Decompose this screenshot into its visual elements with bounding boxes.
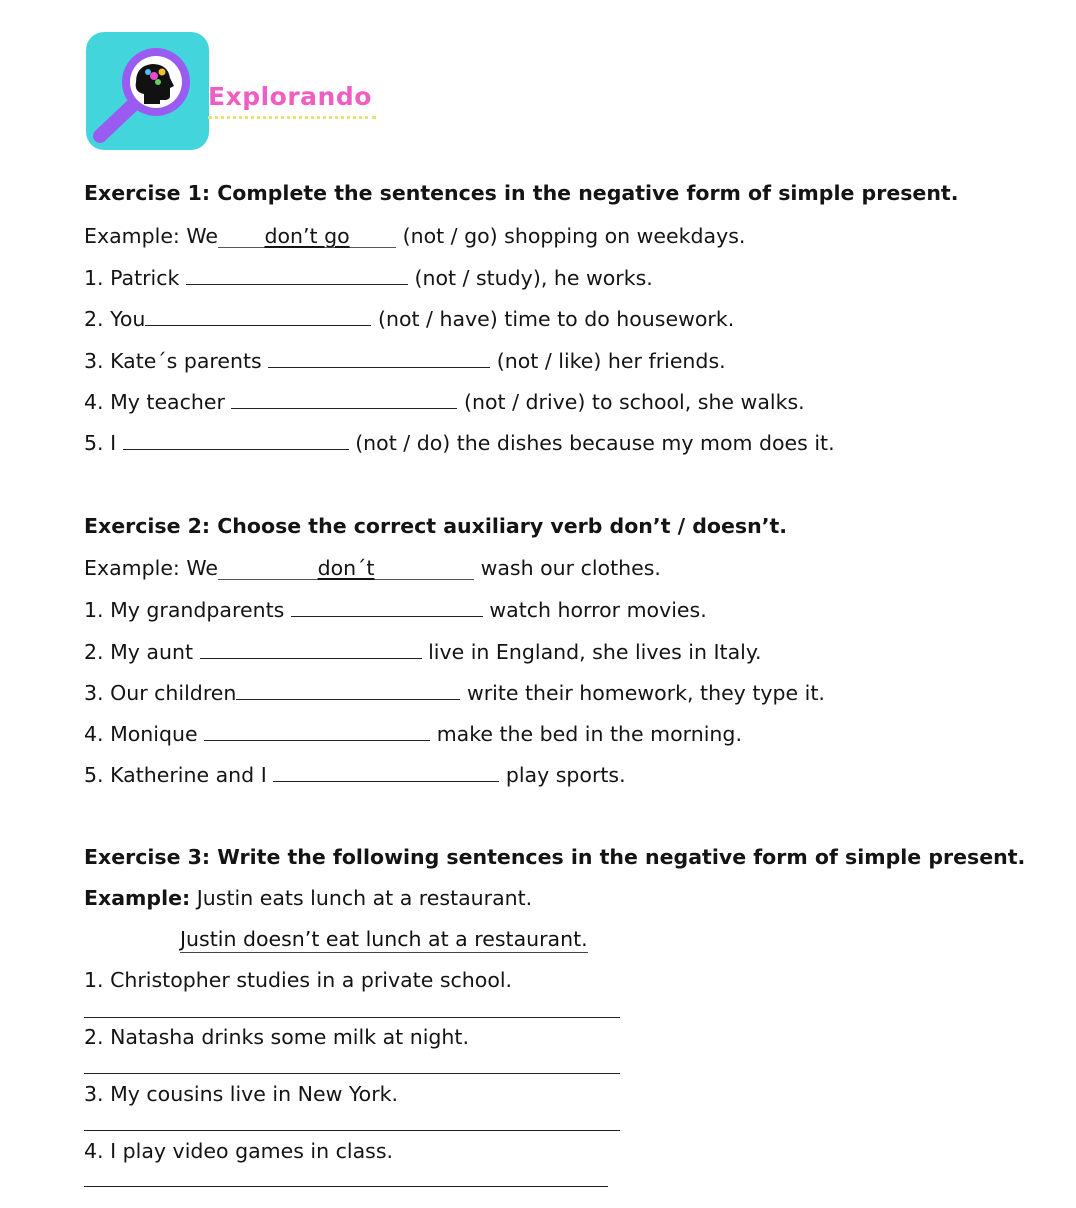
exercise3-item: 4. I play video games in class. (84, 1139, 394, 1163)
answer-blank[interactable] (200, 638, 422, 659)
answer-blank[interactable] (291, 596, 483, 617)
example-prefix: Example: We (84, 224, 219, 248)
example-suffix: wash our clothes. (480, 556, 661, 580)
exercise2-title: Exercise 2: Choose the correct auxiliary verb don’t / doesn’t. (84, 514, 788, 538)
exercise1-item: 5. I (not / do) the dishes because my mom does it. (84, 431, 835, 455)
answer-blank[interactable] (273, 761, 499, 782)
exercise1-item: 3. Kate´s parents (not / like) her friends. (84, 349, 726, 373)
answer-blank[interactable] (268, 347, 490, 368)
exercise3-example (84, 885, 532, 911)
exercise2-item: 2. My aunt live in England, she lives in Italy. (84, 640, 762, 664)
exercise3-title: Exercise 3: Write the following sentences in the negative form of simple present. (84, 845, 1026, 869)
example-sentence: Justin eats lunch at a restaurant. (196, 886, 533, 910)
exercise1-item: 1. Patrick (not / study), he works. (84, 266, 653, 290)
answer-line[interactable] (84, 1073, 620, 1074)
exercise2-item: 3. Our children write their homework, they type it. (84, 681, 825, 705)
exercise2-item: 5. Katherine and I play sports. (84, 763, 626, 787)
example-answer: don’t go (218, 223, 396, 248)
exercise3-item: 3. My cousins live in New York. (84, 1082, 399, 1106)
logo-wordmark: Explorando (208, 82, 372, 111)
exercise3-item: 2. Natasha drinks some milk at night. (84, 1025, 469, 1049)
answer-blank[interactable] (231, 388, 457, 409)
answer-blank[interactable] (145, 305, 371, 326)
answer-line[interactable] (84, 1130, 620, 1131)
logo-dotted-underline (208, 116, 376, 119)
example-answer: don´t (218, 555, 474, 580)
magnifier-brain-icon (86, 32, 209, 150)
example-prefix: Example: We (84, 556, 219, 580)
answer-blank[interactable] (186, 264, 408, 285)
exercise1-title: Exercise 1: Complete the sentences in the negative form of simple present. (84, 181, 959, 205)
answer-blank[interactable] (236, 679, 460, 700)
logo (86, 32, 386, 152)
answer-line[interactable] (84, 1017, 620, 1018)
exercise1-item: 2. You (not / have) time to do housework. (84, 307, 735, 331)
exercise2-example (84, 555, 661, 581)
example-label: Example: (84, 886, 191, 910)
example-answer: Justin doesn’t eat lunch at a restaurant. (180, 927, 588, 951)
answer-blank[interactable] (123, 429, 349, 450)
exercise3-item: 1. Christopher studies in a private school. (84, 968, 513, 992)
exercise2-item: 4. Monique make the bed in the morning. (84, 722, 742, 746)
exercise1-item: 4. My teacher (not / drive) to school, she walks. (84, 390, 805, 414)
answer-blank[interactable] (204, 720, 430, 741)
exercise2-item: 1. My grandparents watch horror movies. (84, 598, 707, 622)
answer-line[interactable] (84, 1186, 608, 1187)
exercise1-example (84, 223, 745, 249)
example-suffix: (not / go) shopping on weekdays. (402, 224, 746, 248)
